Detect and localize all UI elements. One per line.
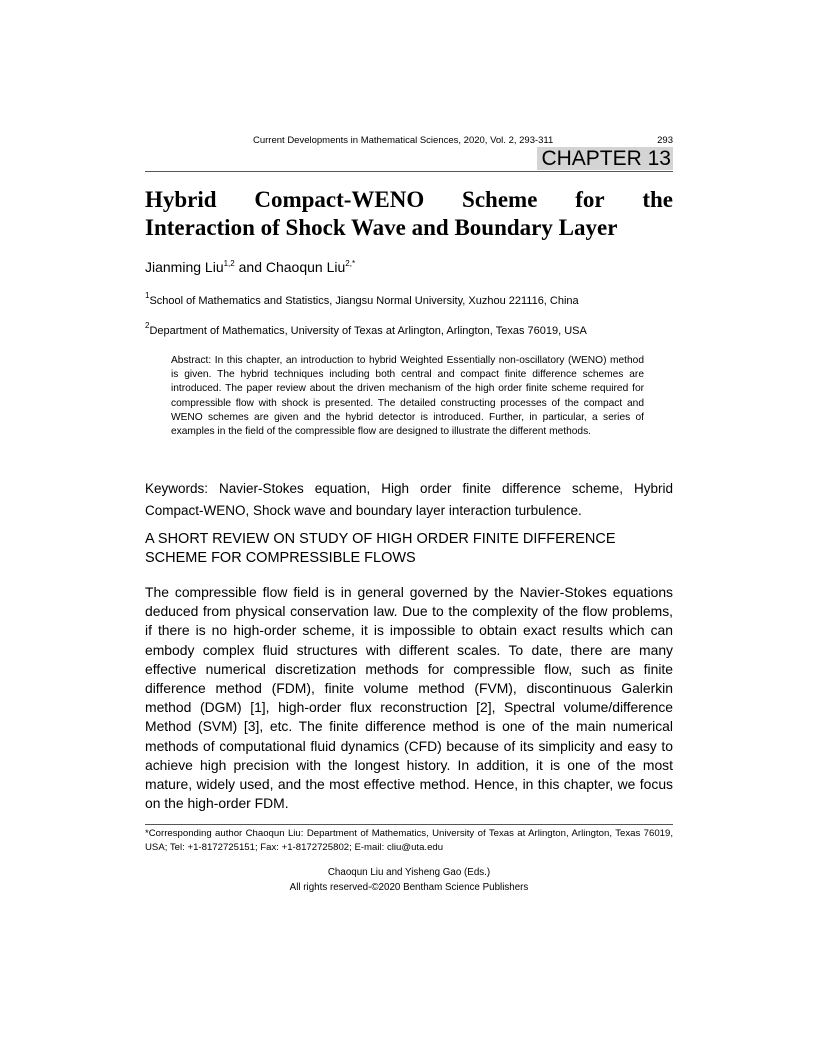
body-paragraph: The compressible flow field is in general governed by the Navier-Stokes equations deduced from physical conservation law. Due to the complexity of the flow problems, if there is no high-order scheme, it is impossible to obtain exact results which can embody complex fluid structures with different scales. To date, there are many effective numerical discretization methods for compressible flow, such as finite difference method (FDM), finite volume method (FVM), discontinuous Galerkin method (DGM) [1], high-order flux reconstruction [2], Spectral volume/difference Method (SVM) [3], etc. The finite difference method is one of the main numerical methods of computational fluid dynamics (CFD) because of its simplicity and easy to achieve high precision with the longest history. In addition, it is one of the most mature, widely used, and the most effective method. Hence, in this chapter, we focus on the high-order FDM. <box>145 584 673 812</box>
affiliation-marker: 1 <box>145 291 150 300</box>
author-affiliation-marker: 2,* <box>345 259 356 268</box>
journal-citation: Current Developments in Mathematical Sciences, 2020, Vol. 2, 293-311 <box>253 135 554 146</box>
corresponding-author-footnote <box>145 827 673 855</box>
keywords-label: Keywords: <box>145 481 209 496</box>
page-number: 293 <box>657 135 673 146</box>
footnote-divider <box>145 824 673 825</box>
author-list <box>145 258 355 276</box>
title-word: the <box>642 187 673 212</box>
title-word: Compact-WENO <box>254 187 425 212</box>
affiliation <box>145 321 587 338</box>
keywords-text: Navier-Stokes equation, High order finite difference scheme, Hybrid Compact-WENO, Shock wave and boundary layer interaction turbulence. <box>145 481 673 518</box>
keywords <box>145 478 673 522</box>
copyright-notice: All rights reserved-©2020 Bentham Science Publishers <box>289 882 529 893</box>
affiliation <box>145 291 579 308</box>
author-name: Jianming Liu <box>145 259 224 275</box>
section-heading: A SHORT REVIEW ON STUDY OF HIGH ORDER FINITE DIFFERENCE SCHEME FOR COMPRESSIBLE FLOWS <box>145 531 616 566</box>
title-word: Scheme <box>462 187 538 212</box>
title-word: Hybrid <box>145 187 217 212</box>
chapter-divider <box>145 171 673 172</box>
abstract-text: In this chapter, an introduction to hybrid Weighted Essentially non-oscillatory (WENO) method is given. The hybrid techniques including both central and compact finite difference schemes are introduced. The paper review about the driven mechanism of the high order finite scheme required for compressible flow with shock is presented. The detailed constructing processes of the compact and WENO schemes are given and the hybrid detector is introduced. Further, in particular, a series of examples in the field of the compressible flow are designed to illustrate the different methods. <box>171 355 644 438</box>
affiliation-marker: 2 <box>145 321 150 330</box>
affiliation-text: School of Mathematics and Statistics, Jiangsu Normal University, Xuzhou 221116, China <box>149 295 579 307</box>
title-line-1 <box>145 186 673 214</box>
affiliation-text: Department of Mathematics, University of Texas at Arlington, Arlington, Texas 76019, USA <box>149 325 587 337</box>
footnote-text: Department of Mathematics, University of Texas at Arlington, Arlington, Texas 76019, USA; Tel: +1-8172725151; Fax: +1-8172725802; E-mail: cliu@uta.edu <box>145 828 674 853</box>
paper-title <box>145 186 673 242</box>
abstract-label: Abstract: <box>171 355 212 366</box>
author-affiliation-marker: 1,2 <box>223 259 235 268</box>
author-name: Chaoqun Liu <box>265 259 346 275</box>
book-editors: Chaoqun Liu and Yisheng Gao (Eds.) <box>327 867 491 878</box>
running-head <box>145 134 673 148</box>
title-line-2: Interaction of Shock Wave and Boundary Layer <box>145 215 618 240</box>
abstract <box>171 354 644 439</box>
chapter-label: CHAPTER 13 <box>537 147 673 170</box>
author-conjunction: and <box>234 259 266 275</box>
footnote-label: *Corresponding author Chaoqun Liu: <box>145 828 304 839</box>
title-word: for <box>575 187 605 212</box>
